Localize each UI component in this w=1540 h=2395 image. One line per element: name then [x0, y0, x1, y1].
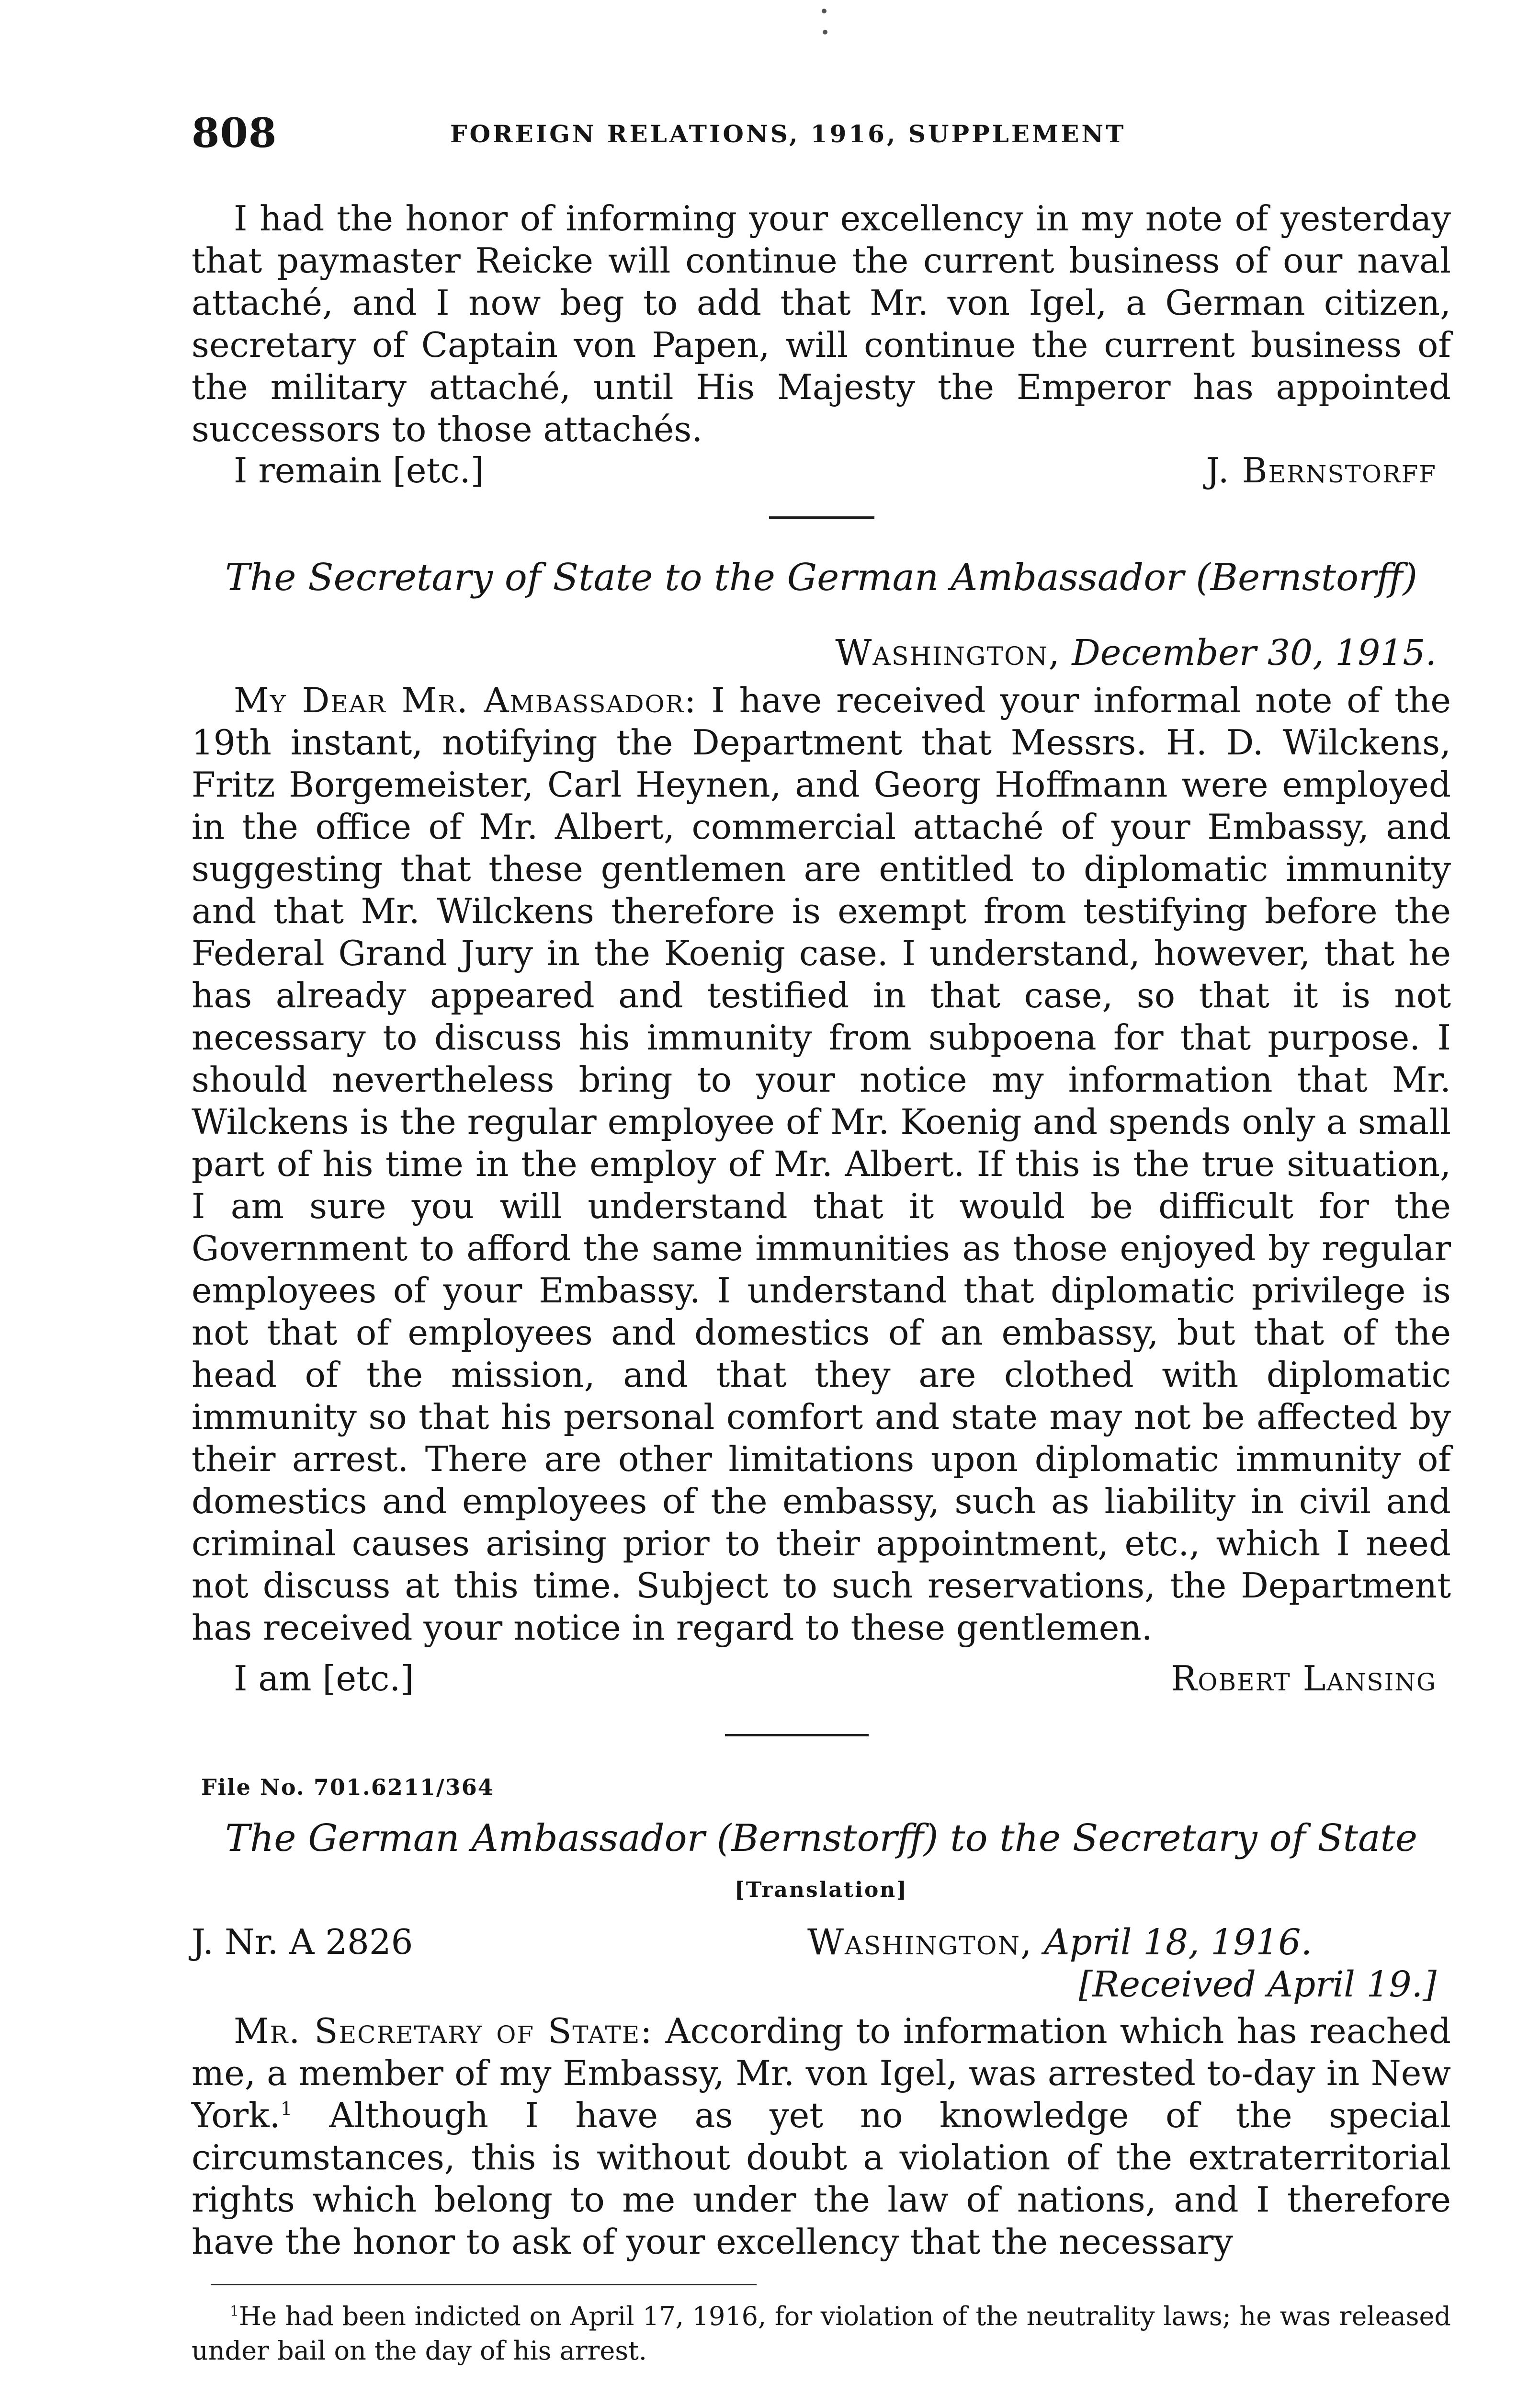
- letter3-body: [192, 2010, 1451, 2263]
- letter3-text-part2: Although I have as yet no knowledge of the special circumstances, this is without doubt a violation of the extraterritorial rights which belong to me under the law of nations, and I therefore have the honor to ask of your excellency that the necessary: [192, 2095, 1451, 2262]
- letter3-place: Washington,: [807, 1922, 1033, 1963]
- letter3-text-part1: According to information which has reached me, a member of my Embassy, Mr. von Igel, was arrested to-day in New York.: [192, 2011, 1451, 2135]
- letter3-translation-note: [Translation]: [734, 1878, 908, 1902]
- document-page: [192, 0, 1451, 2395]
- letter1-closing-formula: I remain [etc.]: [234, 450, 484, 490]
- letter2-text: I have received your informal note of the 19th instant, notifying the Department that Messrs. H. D. Wilckens, Fritz Borgemeister, Carl Heynen, and Georg Hoffmann were employed in the office of Mr. Albert, commercial attaché of your Embassy, and suggesting that these gentlemen are entitled to diplomatic immunity and that Mr. Wilckens therefore is exempt from testifying before the Federal Grand Jury in the Koenig case. I understand, however, that he has already appeared and testified in that case, so that it is not necessary to discuss his immunity from subpoena for that purpose. I should nevertheless bring to your notice my information that Mr. Wilckens is the regular employee of Mr. Koenig and spends only a small part of his time in the employ of Mr. Albert. If this is the true situation, I am sure you will understand that it would be difficult for the Government to afford the same immunities as those enjoyed by regular employees of your Embassy. I understand that diplomatic privilege is not that of employees and domestics of an embassy, but that of the head of the mission, and that they are clothed with diplomatic immunity so that his personal comfort and state may not be affected by their arrest. There are other limitations upon diplomatic immunity of domestics and employees of the embassy, such as liability in civil and criminal causes arising prior to their appointment, etc., which I need not discuss at this time. Subject to such reservations, the Department has received your notice in regard to these gentlemen.: [192, 680, 1451, 1648]
- footnote-paragraph: [192, 2299, 1451, 2368]
- letter2-paragraph: [192, 679, 1451, 1649]
- letter3-date: April 18, 1916.: [1044, 1922, 1313, 1963]
- running-head: FOREIGN RELATIONS, 1916, SUPPLEMENT: [450, 120, 1126, 148]
- letter3-document-number: J. Nr. A 2826: [192, 1922, 413, 1962]
- letter2-signature: Robert Lansing: [1171, 1658, 1437, 1699]
- letter2-dateline: [835, 631, 1437, 674]
- letter1-paragraph: I had the honor of informing your excellency in my note of yesterday that paymaster Reicke will continue the current business of our naval attaché, and I now beg to add that Mr. von Igel, a German citizen, secretary of Captain von Papen, will continue the current business of the military attaché, until His Majesty the Emperor has appointed successors to those attachés.: [192, 198, 1451, 449]
- section-divider: [725, 1734, 869, 1736]
- footnote-text: He had been indicted on April 17, 1916, for violation of the neutrality laws; he was released under bail on the day of his arrest.: [192, 2301, 1451, 2366]
- letter2-body: [192, 679, 1451, 1649]
- footnote-divider: [211, 2284, 757, 2285]
- footnote: [192, 2299, 1451, 2368]
- letter1-body: [192, 197, 1451, 450]
- letter2-heading: The Secretary of State to the German Ambassador (Bernstorff): [225, 556, 1418, 599]
- section-divider: [769, 516, 874, 519]
- letter1-closing: [192, 449, 1451, 492]
- letter2-date: December 30, 1915.: [1072, 632, 1437, 673]
- page-number: 808: [192, 109, 277, 157]
- footnote-reference[interactable]: 1: [280, 2098, 293, 2120]
- letter3-dateline: [807, 1921, 1312, 1964]
- letter3-salutation: Mr. Secretary of State:: [234, 2011, 653, 2051]
- page-header: [192, 109, 1451, 167]
- letter3-heading: The German Ambassador (Bernstorff) to the Secretary of State: [225, 1817, 1418, 1860]
- letter1-signature: J. Bernstorff: [1206, 450, 1437, 490]
- letter3-file-number: File No. 701.6211/364: [201, 1774, 494, 1800]
- letter3-received: [Received April 19.]: [1078, 1964, 1437, 2005]
- footnote-marker: 1: [230, 2303, 239, 2320]
- letter2-place: Washington,: [835, 632, 1061, 673]
- letter2-closing: [192, 1657, 1451, 1700]
- letter3-paragraph: [192, 2010, 1451, 2263]
- letter2-salutation: My Dear Mr. Ambassador:: [234, 680, 697, 720]
- letter2-closing-formula: I am [etc.]: [234, 1658, 414, 1699]
